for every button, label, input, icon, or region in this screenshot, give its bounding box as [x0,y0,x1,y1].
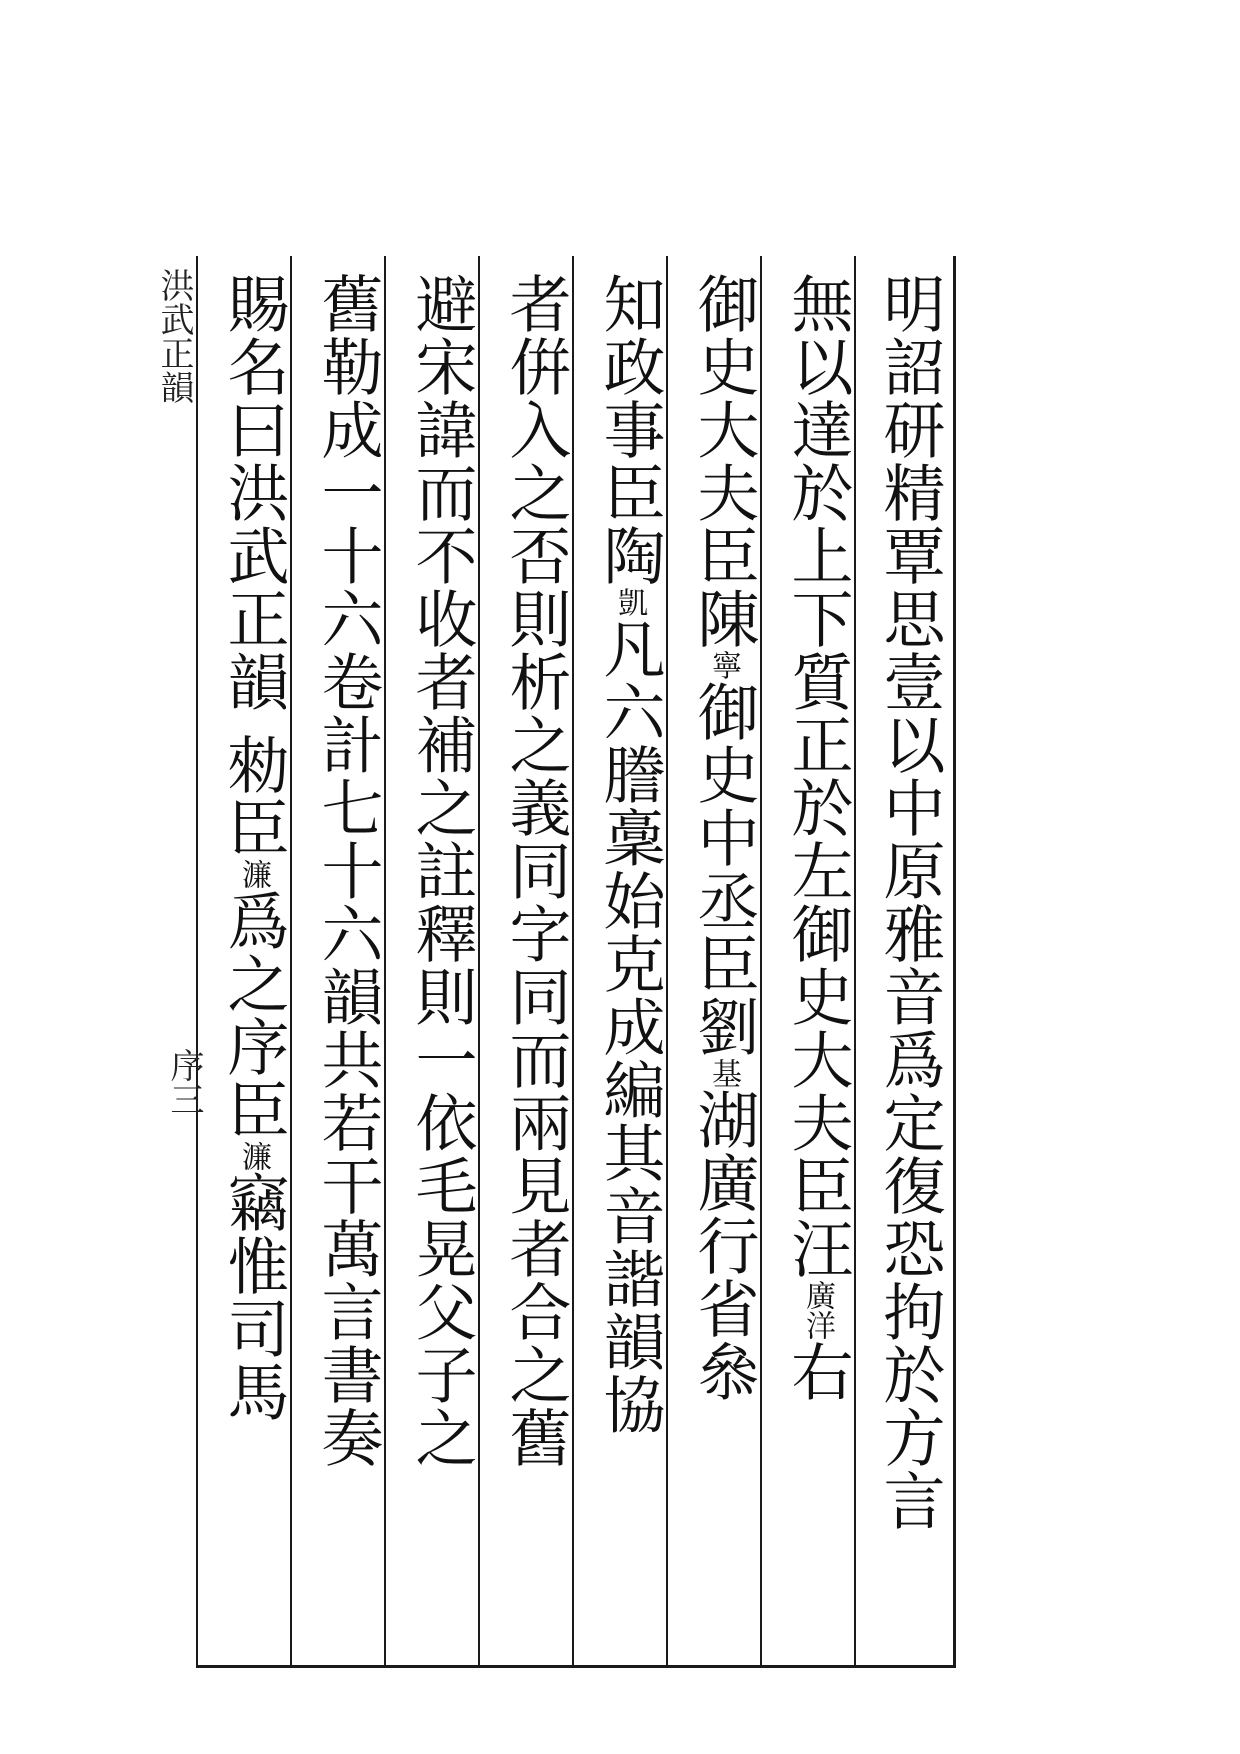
column-rule [290,256,292,1668]
column-text: 者倂入之否則析之義同字同而兩見者合之舊 [499,272,572,1469]
text-column [488,272,572,1469]
column-rule [854,256,856,1668]
text-column [206,272,290,1423]
column-rule [572,256,574,1668]
column-rule [478,256,480,1668]
column-text: 爲之序臣 [217,889,290,1141]
column-rule [760,256,762,1668]
interlinear-note: 基 [706,1058,741,1088]
interlinear-note: 濂 [236,1141,271,1171]
text-column [582,272,666,1436]
interlinear-note: 廣洋 [800,1280,835,1340]
interlinear-note: 凱 [612,587,647,617]
column-text: 右 [781,1340,854,1403]
text-column [676,272,760,1403]
column-text: 避宋諱而不收者補之註釋則一依毛晃父子之 [405,272,478,1469]
column-text: 湖廣行省叅 [687,1088,760,1403]
column-text: 凡六謄稾始克成編其音諧韻協 [593,617,666,1436]
column-text: 明詔研精覃思壹以中原雅音爲定復恐拘於方言 [873,272,946,1532]
text-column [862,272,946,1532]
folio-number: 序三 [164,1048,204,1116]
column-text: 舊勒成一十六卷計七十六韻共若干萬言書奏 [311,272,384,1469]
interlinear-note: 寧 [706,650,741,680]
column-text: 御史中丞臣劉 [687,680,760,1058]
column-text: 御史大夫臣陳 [687,272,760,650]
column-text: 知政事臣陶 [593,272,666,587]
text-column [770,272,854,1403]
column-rule [196,256,198,1668]
column-rule [384,256,386,1668]
column-text: 竊惟司馬 [217,1171,290,1423]
column-text: 勑臣 [217,733,290,859]
text-column [394,272,478,1469]
text-column [300,272,384,1469]
column-text: 賜名曰洪武正韻 [217,272,290,713]
column-rule [666,256,668,1668]
interlinear-note: 濂 [236,859,271,889]
book-title-margin: 洪武正韻 [154,268,194,404]
column-text: 無以達於上下質正於左御史大夫臣汪 [781,272,854,1280]
